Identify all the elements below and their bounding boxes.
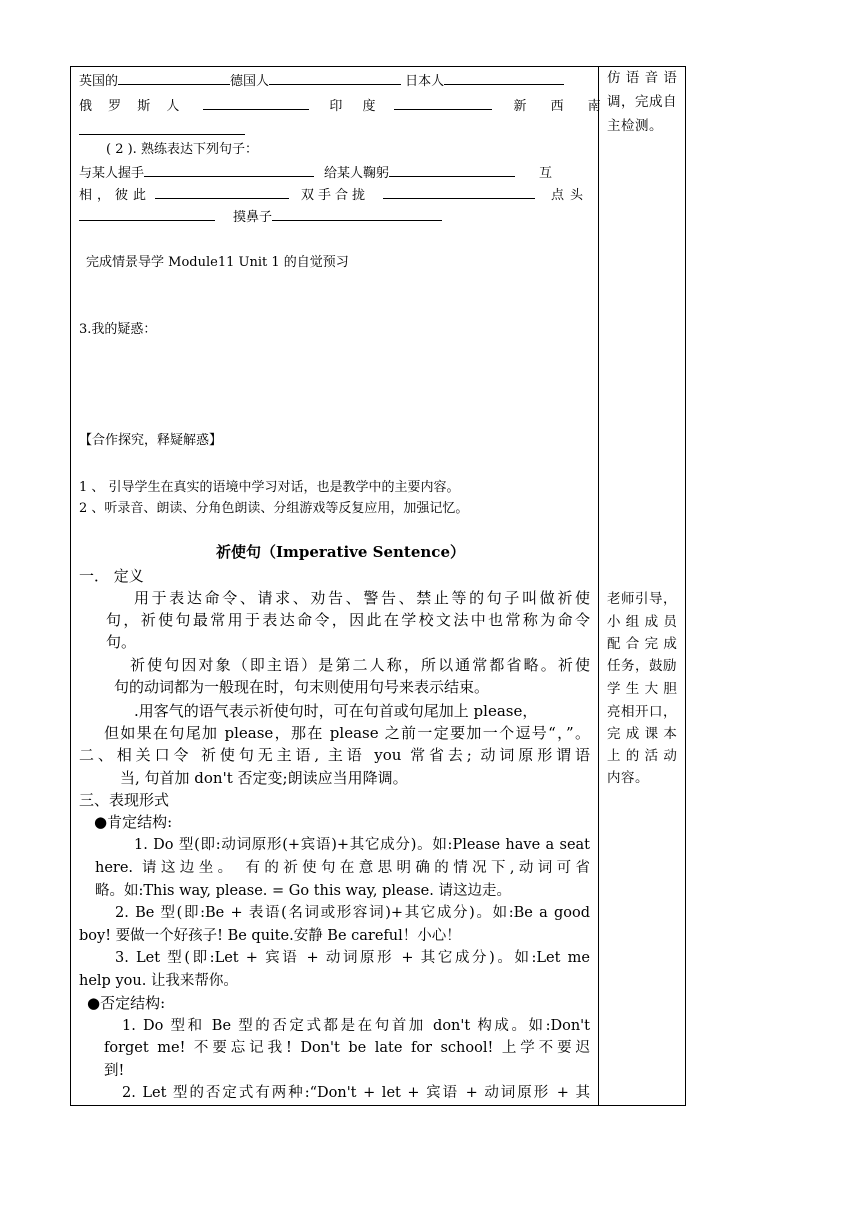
blank-line[interactable]	[383, 186, 535, 199]
related-rhyme-line1: 二、相关口令 祈使句无主语, 主语 you 常省去; 动词原形谓语	[79, 746, 590, 764]
side-note-2-line7: 完 成 课 本	[607, 726, 678, 742]
label-hands-together: 双手合拢	[301, 188, 370, 203]
definition-p1-line1: 用于表达命令、请求、劝告、警告、禁止等的句子叫做祈使	[134, 589, 590, 607]
blank-line[interactable]	[118, 72, 230, 85]
label-russian: 俄 罗 斯 人	[79, 99, 186, 114]
do-type-line1: 1. Do 型(即:动词原形(+宾语)+其它成分)。如:Please have a seat	[134, 837, 590, 853]
side-note-2-line4: 任务，鼓励	[607, 658, 677, 674]
label-shake-hands: 与某人握手	[79, 166, 145, 181]
coop-item-1: 1 、 引导学生在真实的语境中学习对话，也是教学中的主要内容。	[79, 480, 460, 495]
blank-line[interactable]	[389, 164, 515, 177]
blank-line[interactable]	[79, 208, 215, 221]
negative-1-line3: 到!	[104, 1063, 125, 1079]
doubt-label: 3.我的疑惑：	[79, 322, 157, 337]
label-bow: 给某人鞠躬	[324, 166, 390, 181]
negative-2-line1: 2. Let 型的否定式有两种:“Don't + let + 宾语 + 动词原形 + 其	[122, 1085, 590, 1101]
related-rhyme-line2: 当, 句首加 don't 否定变;朗读应当用降调。	[120, 769, 408, 787]
blank-line[interactable]	[79, 122, 245, 135]
be-type-line1: 2. Be 型(即:Be + 表语(名词或形容词)+其它成分)。如:Be a good	[115, 905, 590, 921]
blank-line[interactable]	[444, 72, 564, 85]
blank-line[interactable]	[394, 97, 492, 110]
side-note-2-line1: 老师引导，	[607, 591, 677, 607]
negative-structure-heading: ●否定结构:	[87, 994, 166, 1012]
coop-title: 【合作探究，释疑解惑】	[79, 433, 223, 448]
side-note-1-line3: 主检测。	[607, 118, 663, 134]
let-type-line1: 3. Let 型(即:Let + 宾语 + 动词原形 + 其它成分)。如:Let me	[115, 950, 590, 966]
fill-row-nationalities-2	[79, 97, 611, 113]
side-note-2-line9: 内容。	[607, 770, 649, 786]
negative-1-line2: forget me! 不要忘记我! Don't be late for school! 上学不要迟	[104, 1040, 590, 1056]
label-british: 英国的	[79, 74, 119, 89]
side-note-1-line1: 仿 语 音 语	[607, 70, 678, 86]
side-note-1-line2: 调，完成自	[607, 94, 677, 110]
label-touch-nose: 摸鼻子	[233, 210, 273, 225]
definition-p2-line1: 祈使句因对象（即主语）是第二人称，所以通常都省略。祈使	[130, 656, 590, 674]
label-each-other: 相，彼此	[79, 188, 152, 203]
coop-item-2: 2 、听录音、朗读、分角色朗读、分组游戏等反复应用，加强记忆。	[79, 501, 469, 516]
q2-title: ( 2 ). 熟练表达下列句子：	[106, 142, 258, 157]
label-indian: 印 度	[329, 99, 384, 114]
preview-task: 完成情景导学 Module11 Unit 1 的自觉预习	[86, 255, 349, 270]
forms-heading: 三、表现形式	[79, 791, 170, 809]
fill-row-phrases-2	[79, 186, 589, 202]
blank-line[interactable]	[269, 72, 401, 85]
blank-line[interactable]	[203, 97, 309, 110]
side-note-2-line8: 上 的 活 动	[607, 748, 678, 764]
grammar-title: 祈使句（Imperative Sentence）	[216, 543, 465, 561]
negative-1-line1: 1. Do 型和 Be 型的否定式都是在句首加 don't 构成。如:Don't	[122, 1018, 590, 1034]
definition-p1-line2: 句，祈使句最常用于表达命令，因此在学校文法中也常称为命令	[106, 611, 590, 629]
fill-row-nationalities-3	[79, 122, 245, 138]
let-type-line2: help you. 让我来帮你。	[79, 973, 238, 989]
do-type-line2: here. 请这边坐。 有的祈使句在意思明确的情况下,动词可省	[95, 860, 590, 876]
side-note-2-line6: 亮相开口，	[607, 704, 677, 720]
definition-p3-line1: .用客气的语气表示祈使句时，可在句首或句尾加上 please，	[134, 702, 538, 720]
blank-line[interactable]	[144, 164, 314, 177]
fill-row-phrases-3	[79, 208, 442, 224]
definition-p2-line2: 句的动词都为一般现在时，句末则使用句号来表示结束。	[114, 678, 490, 696]
label-nod: 点头	[551, 188, 590, 203]
label-japanese: 日本人	[405, 74, 445, 89]
side-note-2-line5: 学 生 大 胆	[607, 681, 678, 697]
label-each-other-start: 互	[539, 166, 553, 181]
side-note-2-line2: 小 组 成 员	[607, 614, 678, 630]
positive-structure-heading: ●肯定结构:	[94, 813, 173, 831]
label-german: 德国人	[230, 74, 270, 89]
column-divider	[598, 66, 599, 1106]
definition-p1-line3: 句。	[106, 633, 137, 651]
be-type-line2: boy! 要做一个好孩子! Be quite.安静 Be careful！小心！	[79, 928, 461, 944]
blank-line[interactable]	[155, 186, 289, 199]
definition-heading: 一． 定义	[79, 567, 144, 585]
side-note-2-line3: 配 合 完 成	[607, 636, 678, 652]
definition-p3-line2: 但如果在句尾加 please，那在 please 之前一定要加一个逗号“，”。	[104, 724, 590, 742]
fill-row-nationalities-1	[79, 72, 564, 88]
fill-row-phrases-1	[79, 164, 552, 180]
do-type-line3: 略。如:This way, please. = Go this way, please. 请这边走。	[95, 883, 511, 899]
label-new-zealand: 新 西 南	[513, 99, 611, 114]
blank-line[interactable]	[272, 208, 442, 221]
